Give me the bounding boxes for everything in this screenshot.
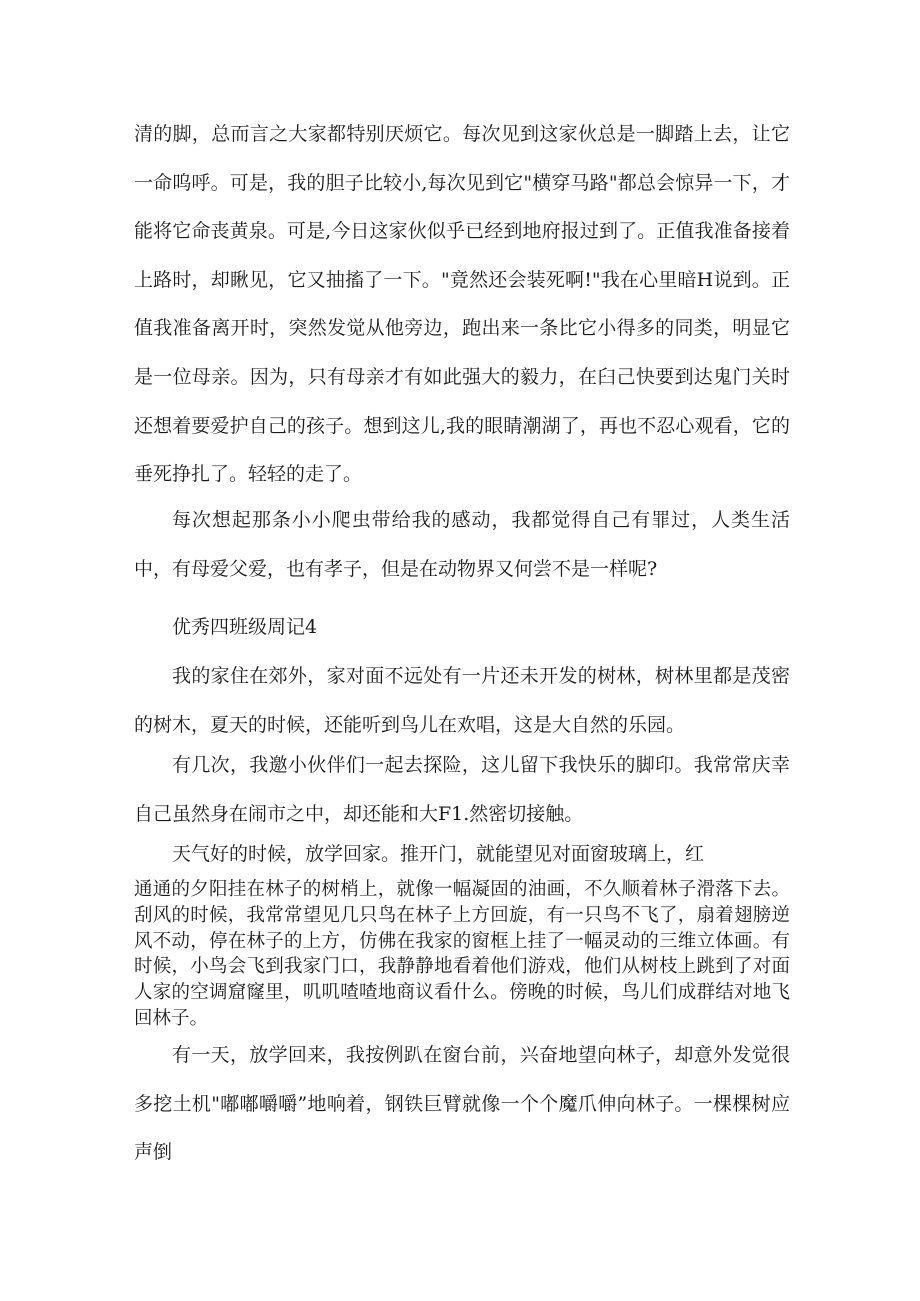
paragraph-5: 天气好的时候，放学回家。推开门，就能望见对面窗玻璃上，红 [172,843,705,865]
paragraph-1: 清的脚，总而言之大家都特别厌烦它。每次见到这家伙总是一脚踏上去，让它一命呜呼。可是，我的胆子比较小,每次见到它"横穿马路"都总会惊异一下，才能将它命丧黄泉。可是,今日这家伙似乎已经到地府报过到了。正值我准备接着上路时，却瞅见，它又抽搐了一下。"竟然还会装死啊!"我在心里暗H说到。正值我准备离开时，突然发觉从他旁边，跑出来一条比它小得多的同类，明显它是一位母亲。因为，只有母亲才有如此强大的毅力，在臼己快要到达鬼门关时还想着要爱护自己的孩子。想到这儿,我的眼睛潮湖了，再也不忍心观看，它的垂死挣扎了。轻轻的走了。 [134,123,790,486]
paragraph-3: 我的家住在郊外，家对面不远处有一片还未开发的树林，树林里都是茂密的树木，夏天的时候，还能听到鸟儿在欢唱，这是大自然的乐园。 [134,665,790,736]
paragraph-2: 每次想起那条小小爬虫带给我的感动，我都觉得自己有罪过，人类生活中，有母爱父爱，也有孝子，但是在动物界又何尝不是一样呢? [134,509,790,580]
paragraph-7: 有一天，放学回来，我按例趴在窗台前，兴奋地望向林子，却意外发觉很多挖土机"嘟嘟嚼嚼”地响着，钢铁巨臂就像一个个魔爪伸向林子。一棵棵树应声倒 [134,1044,790,1164]
paragraph-4: 有几次，我邀小伙伴们一起去探险，这儿留下我快乐的脚印。我常常庆幸自己虽然身在闹市之中，却还能和大F1.然密切接触。 [134,754,790,825]
section-heading: 优秀四班级周记4 [172,616,318,638]
paragraph-6: 通通的夕阳挂在林子的树梢上，就像一幅凝固的油画，不久顺着林子滑落下去。刮风的时候，我常常望见几只鸟在林子上方回旋，有一只鸟不飞了，扇着翅膀逆风不动，停在林子的上方，仿佛在我家的窗框上挂了一幅灵动的三维立体画。有时候，小鸟会飞到我家门口，我静静地看着他们游戏，他们从树枝上跳到了对面人家的空调窟窿里，叽叽喳喳地商议看什么。傍晚的时候，鸟儿们成群结对地飞回林子。 [134,879,790,1029]
